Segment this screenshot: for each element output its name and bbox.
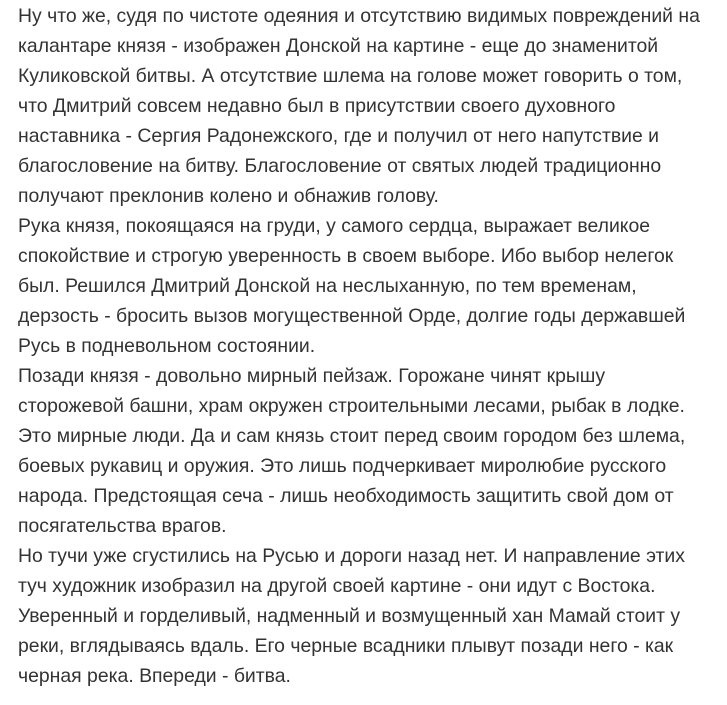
text-line: Уверенный и горделивый, надменный и возмущенный хан Мамай стоит у	[18, 605, 681, 627]
text-line: черная река. Впереди - битва.	[18, 665, 291, 687]
text-line: Ну что же, судя по чистоте одеяния и отсутствию видимых повреждений на	[18, 5, 700, 27]
text-line: сторожевой башни, храм окружен строительными лесами, рыбак в лодке.	[18, 395, 685, 417]
text-line: спокойствие и строгую уверенность в своем выборе. Ибо выбор нелегок	[18, 245, 674, 267]
text-line: Русь в подневольном состоянии.	[18, 335, 316, 357]
text-line: Это мирные люди. Да и сам князь стоит перед своим городом без шлема,	[18, 425, 686, 447]
text-line: народа. Предстоящая сеча - лишь необходимость защитить свой дом от	[18, 485, 674, 507]
text-line: был. Решился Дмитрий Донской на неслыханную, по тем временам,	[18, 275, 637, 297]
text-line: калантаре князя - изображен Донской на картине - еще до знаменитой	[18, 35, 659, 57]
text-line: реки, вглядываясь вдаль. Его черные всадники плывут позади него - как	[18, 635, 674, 657]
text-line: наставника - Сергия Радонежского, где и получил от него напутствие и	[18, 125, 659, 147]
text-line: Позади князя - довольно мирный пейзаж. Горожане чинят крышу	[18, 365, 606, 387]
text-line: что Дмитрий совсем недавно был в присутствии своего духовного	[18, 95, 616, 117]
document-text	[18, 0, 723, 691]
text-line: получают преклонив колено и обнажив голову.	[18, 185, 439, 207]
text-line: Но тучи уже сгустились на Русью и дороги назад нет. И направление этих	[18, 545, 685, 567]
text-line: боевых рукавиц и оружия. Это лишь подчеркивает миролюбие русского	[18, 455, 667, 477]
text-line: Рука князя, покоящаяся на груди, у самого сердца, выражает великое	[18, 215, 651, 237]
text-line: Куликовской битвы. А отсутствие шлема на голове может говорить о том,	[18, 65, 683, 87]
text-line: дерзость - бросить вызов могущественной Орде, долгие годы державшей	[18, 305, 686, 327]
text-line: посягательства врагов.	[18, 515, 227, 537]
text-line: благословение на битву. Благословение от святых людей традиционно	[18, 155, 662, 177]
text-line: туч художник изобразил на другой своей картине - они идут с Востока.	[18, 575, 656, 597]
